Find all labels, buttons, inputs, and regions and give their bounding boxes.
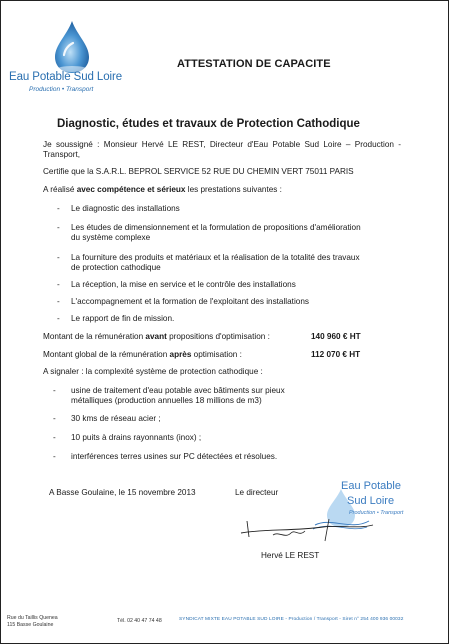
stamp-line2: Sud Loire	[347, 495, 395, 507]
amount-before-row: Montant de la rémunération avant propositions d'optimisation : 140 960 € HT	[43, 332, 361, 341]
amount-before-value: 140 960 € HT	[311, 332, 361, 341]
place-date: A Basse Goulaine, le 15 novembre 2013	[49, 488, 196, 497]
footer-address: Rue du Taillis Quenea 115 Basse Goulaine	[7, 615, 58, 628]
stamp-tagline: Production • Transport	[349, 510, 404, 516]
realise-bold: avec compétence et sérieux	[76, 185, 186, 194]
amount-after-row: Montant global de la rémunération après optimisation : 112 070 € HT	[43, 350, 361, 359]
document-title: ATTESTATION DE CAPACITE	[177, 58, 331, 70]
footer-legal: SYNDICAT MIXTE EAU POTABLE SUD LOIRE - Production / Transport - Siret n° 254 400 936 00032	[179, 617, 404, 622]
intro-paragraph: Je soussigné : Monsieur Hervé LE REST, Directeur d'Eau Potable Sud Loire – Production - Transport,	[43, 140, 401, 159]
signer-role: Le directeur	[235, 488, 279, 497]
logo-tagline: Production • Transport	[29, 86, 94, 93]
signer-name: Hervé LE REST	[261, 551, 320, 560]
amount-after-value: 112 070 € HT	[311, 350, 361, 359]
water-drop-icon	[49, 19, 95, 75]
realise-line	[43, 185, 282, 195]
realise-after: les prestations suivantes :	[185, 185, 282, 194]
certify-line: Certifie que la S.A.R.L. BEPROL SERVICE 52 RUE DU CHEMIN VERT 75011 PARIS	[43, 167, 354, 176]
logo-name: Eau Potable Sud Loire	[9, 71, 122, 83]
signaler-line: A signaler : la complexité système de protection cathodique :	[43, 367, 263, 376]
footer-phone: Tél. 02 40 47 74 48	[117, 618, 162, 624]
stamp-line1: Eau Potable	[341, 480, 401, 492]
logo	[9, 19, 129, 99]
signature	[233, 511, 383, 547]
document-page: Eau Potable Sud Loire Production • Transport ATTESTATION DE CAPACITE Diagnostic, études et travaux de Protection Cathodique Je soussigné : Monsieur Hervé LE REST, Directeur d'Eau Potable Sud Loire – Production - Transport, Certifie que la S.A.R.L. BEPROL SERVICE 52 RUE DU CHEMIN VERT 75011 PARIS A réalisé avec compétence et sérieux les prestations suivantes : - Le diagnostic des installations - Les études de dimensionnement et la formulation de propositions d'amélioration du système complexe - La fourniture des produits et matériaux et la réalisation de la totalité des travaux de protection cathodique - La réception, la mise en service et le contrôle des installations - L'accompagnement et la formation de l'exploitant des installations - Le rapport de fin de mission. Montant de la rémunération avant propositions d'optimisation : 140 960 € HT Montant global de la rémunération après optimisation : 112 070 € HT A signaler : la complexité système de protection cathodique : - usine de traitement d'eau potable avec bâtiments sur pieux métalliques (production annuelles 18 millions de m3) - 30 kms de réseau acier ; - 10 puits à drains rayonnants (inox) ; - interférences terres usines sur PC détectées et résolues. A Basse Goulaine, le 15 novembre 2013 Le directeur Eau Potable Sud Loire Production • Transport Hervé LE REST Rue du Taillis Quenea 115 Basse Goulaine Tél. 02 40 47 74 48 SYNDICAT MIXTE EAU POTABLE SUD LOIRE - Production / Transport - Siret n° 254 400 936 00032	[0, 0, 449, 644]
realise-before: A réalisé	[43, 185, 77, 194]
document-subtitle: Diagnostic, études et travaux de Protection Cathodique	[57, 118, 360, 130]
